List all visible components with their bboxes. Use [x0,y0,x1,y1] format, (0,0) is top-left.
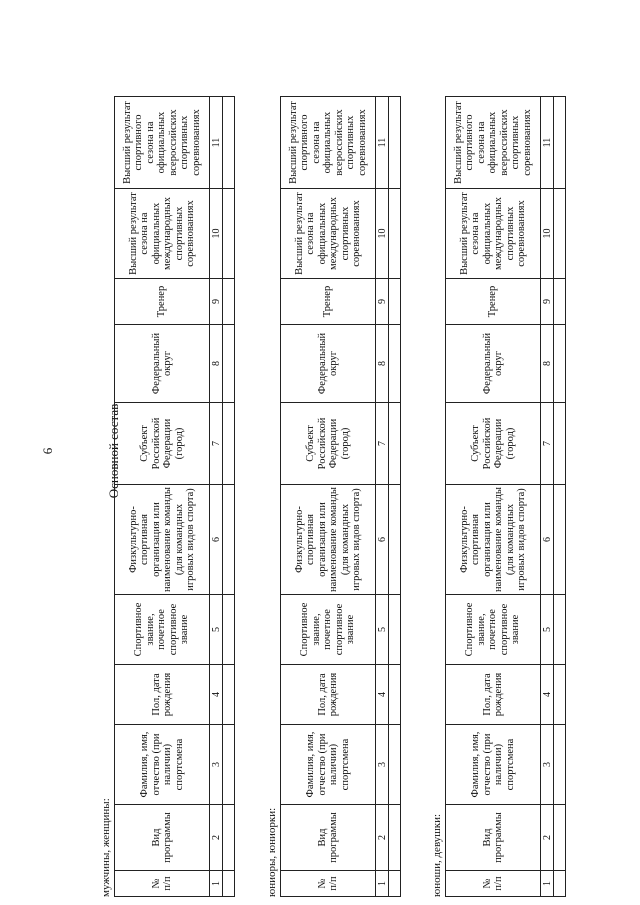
header-row [115,97,210,897]
table-cell [554,325,566,403]
column-number: 8 [376,325,389,403]
page-number: 6 [40,447,55,455]
table-cell [389,189,401,279]
col-header: Фамилия, имя, отчество (при наличии) спортсмена [446,725,541,805]
table-cell [389,97,401,189]
col-header: Пол, дата рождения [446,665,541,725]
header-row [281,97,376,897]
col-header: Вид программы [446,805,541,871]
column-number: 4 [541,665,554,725]
table-cell [223,871,235,897]
table-cell [554,189,566,279]
col-header: № п/п [281,871,376,897]
section-label: юноши, девушки: [431,813,443,897]
column-number: 10 [210,189,223,279]
col-header: Федеральный округ [115,325,210,403]
column-number: 9 [376,279,389,325]
column-number: 1 [541,871,554,897]
table-cell [389,403,401,485]
table-cell [223,325,235,403]
col-header: Вид программы [115,805,210,871]
table-cell [223,189,235,279]
empty-row [223,97,235,897]
column-number: 2 [210,805,223,871]
table-cell [223,595,235,665]
col-header: Высший результат сезона на официальных международных спортивных соревнованиях [115,189,210,279]
table-cell [554,97,566,189]
col-header: Пол, дата рождения [115,665,210,725]
table-cell [554,279,566,325]
table-cell [554,403,566,485]
column-number: 10 [376,189,389,279]
table-cell [223,805,235,871]
table-cell [389,595,401,665]
col-header: Спортивное звание, почетное спортивное звание [281,595,376,665]
column-number: 3 [541,725,554,805]
section-label: мужчины, женщины: [100,798,112,897]
col-header: Фамилия, имя, отчество (при наличии) спортсмена [115,725,210,805]
column-number: 3 [376,725,389,805]
col-header: Вид программы [281,805,376,871]
table-cell [389,805,401,871]
page-title: Основной состав [106,403,121,499]
column-number: 11 [541,97,554,189]
column-number: 8 [210,325,223,403]
col-header: Федеральный округ [281,325,376,403]
col-header: Высший результат спортивного сезона на официальных всероссийских спортивных соревнованиях [115,97,210,189]
column-number: 7 [376,403,389,485]
column-number: 8 [541,325,554,403]
col-header: Высший результат спортивного сезона на официальных всероссийских спортивных соревнованиях [281,97,376,189]
column-number: 7 [541,403,554,485]
table-cell [389,725,401,805]
table-cell [389,279,401,325]
col-header: Субъект Российской Федерации (город) [115,403,210,485]
column-number-row [210,97,223,897]
col-header: Тренер [446,279,541,325]
column-number: 4 [376,665,389,725]
column-number: 5 [541,595,554,665]
roster-table [445,96,566,897]
column-number: 6 [210,485,223,595]
column-number: 3 [210,725,223,805]
table-cell [223,279,235,325]
section-label: юниоры, юниорки: [266,807,278,897]
column-number: 6 [376,485,389,595]
column-number: 10 [541,189,554,279]
column-number: 9 [210,279,223,325]
table-cell [389,665,401,725]
table-cell [389,325,401,403]
table-cell [554,871,566,897]
col-header: Федеральный округ [446,325,541,403]
table-cell [554,805,566,871]
col-header: Фамилия, имя, отчество (при наличии) спортсмена [281,725,376,805]
col-header: Субъект Российской Федерации (город) [446,403,541,485]
column-number: 6 [541,485,554,595]
column-number: 1 [376,871,389,897]
section-men-women [100,0,235,903]
col-header: Высший результат сезона на официальных международных спортивных соревнованиях [446,189,541,279]
table-cell [223,403,235,485]
table-cell [223,725,235,805]
empty-row [554,97,566,897]
col-header: Высший результат сезона на официальных международных спортивных соревнованиях [281,189,376,279]
col-header: № п/п [446,871,541,897]
column-number: 4 [210,665,223,725]
column-number: 2 [541,805,554,871]
table-cell [389,485,401,595]
column-number-row [541,97,554,897]
col-header: Спортивное звание, почетное спортивное звание [446,595,541,665]
section-youth [431,0,566,903]
column-number: 7 [210,403,223,485]
col-header: Физкультурно-спортивная организация или наименование команды (для командных игровых видов спорта) [446,485,541,595]
empty-row [389,97,401,897]
col-header: Пол, дата рождения [281,665,376,725]
col-header: Спортивное звание, почетное спортивное звание [115,595,210,665]
table-cell [554,485,566,595]
table-cell [223,97,235,189]
header-row [446,97,541,897]
table-cell [223,665,235,725]
col-header: Физкультурно-спортивная организация или наименование команды (для командных игровых видов спорта) [281,485,376,595]
column-number: 11 [376,97,389,189]
column-number-row [376,97,389,897]
table-cell [554,725,566,805]
col-header: № п/п [115,871,210,897]
column-number: 9 [541,279,554,325]
table-cell [223,485,235,595]
section-juniors [266,0,401,903]
table-cell [389,871,401,897]
col-header: Субъект Российской Федерации (город) [281,403,376,485]
column-number: 11 [210,97,223,189]
column-number: 2 [376,805,389,871]
column-number: 5 [376,595,389,665]
column-number: 1 [210,871,223,897]
col-header: Тренер [281,279,376,325]
table-cell [554,665,566,725]
roster-table [114,96,235,897]
table-cell [554,595,566,665]
column-number: 5 [210,595,223,665]
col-header: Тренер [115,279,210,325]
col-header: Физкультурно-спортивная организация или наименование команды (для командных игровых видов спорта) [115,485,210,595]
roster-table [280,96,401,897]
col-header: Высший результат спортивного сезона на официальных всероссийских спортивных соревнованиях [446,97,541,189]
